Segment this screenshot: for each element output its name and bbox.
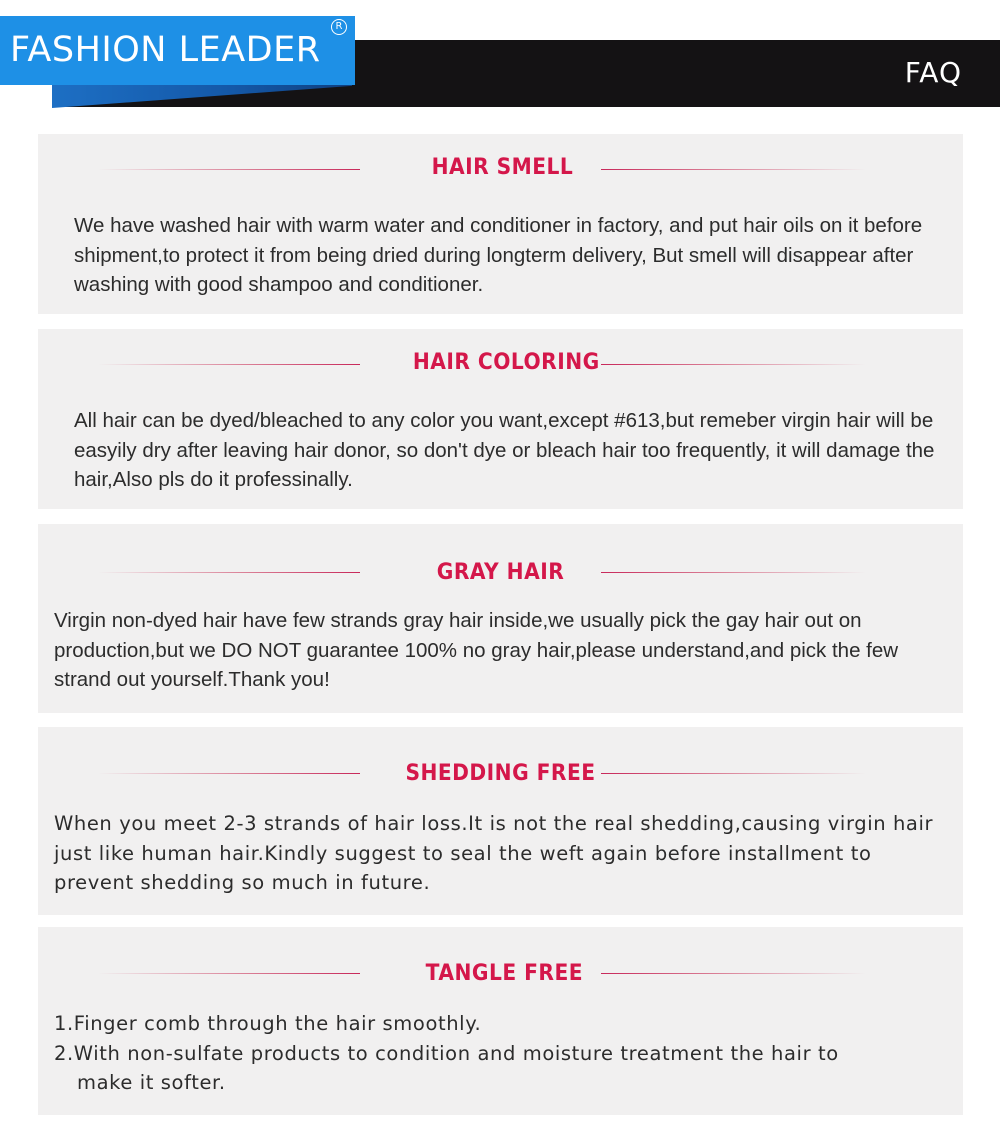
page-title: FAQ	[904, 56, 962, 89]
faq-answer: Virgin non-dyed hair have few strands gray hair inside,we usually pick the gay hair out on production,but we DO NOT guarantee 100% no gray hair,please understand,and pick the few strand out yourself.Thank you!	[54, 609, 899, 691]
faq-title: HAIR SMELL	[431, 155, 574, 180]
faq-card-hair-coloring	[38, 329, 963, 509]
faq-title: HAIR COLORING	[412, 350, 600, 375]
faq-answer: When you meet 2-3 strands of hair loss.It is not the real shedding,causing virgin hair just like human hair.Kindly suggest to seal the weft again before installment to prevent shedding so much in future.	[54, 812, 934, 894]
faq-title: SHEDDING FREE	[405, 761, 596, 786]
faq-answer: We have washed hair with warm water and conditioner in factory, and put hair oils on it before shipment,to protect it from being dried during longterm delivery, But smell will disappear after washing with good shampoo and conditioner.	[74, 214, 923, 296]
brand-logo	[0, 16, 355, 85]
faq-title: GRAY HAIR	[436, 560, 565, 585]
list-item: 2.With non-sulfate products to condition and moisture treatment the hair to	[54, 1041, 839, 1065]
faq-card-tangle-free	[38, 927, 963, 1115]
faq-answer-list	[54, 1009, 944, 1098]
registered-mark-icon: R	[331, 19, 347, 35]
brand-name: FASHION LEADER	[10, 30, 321, 70]
faq-answer: All hair can be dyed/bleached to any color you want,except #613,but remeber virgin hair will be easyily dry after leaving hair donor, so don't dye or bleach hair too frequently, it will damage the hair,Also pls do it professinally.	[74, 409, 935, 491]
faq-card-gray-hair	[38, 524, 963, 713]
list-item: make it softer.	[77, 1071, 226, 1094]
faq-card-shedding-free	[38, 727, 963, 915]
list-item: 1.Finger comb through the hair smoothly.	[54, 1012, 482, 1035]
faq-card-hair-smell	[38, 134, 963, 314]
faq-title: TANGLE FREE	[425, 961, 584, 986]
